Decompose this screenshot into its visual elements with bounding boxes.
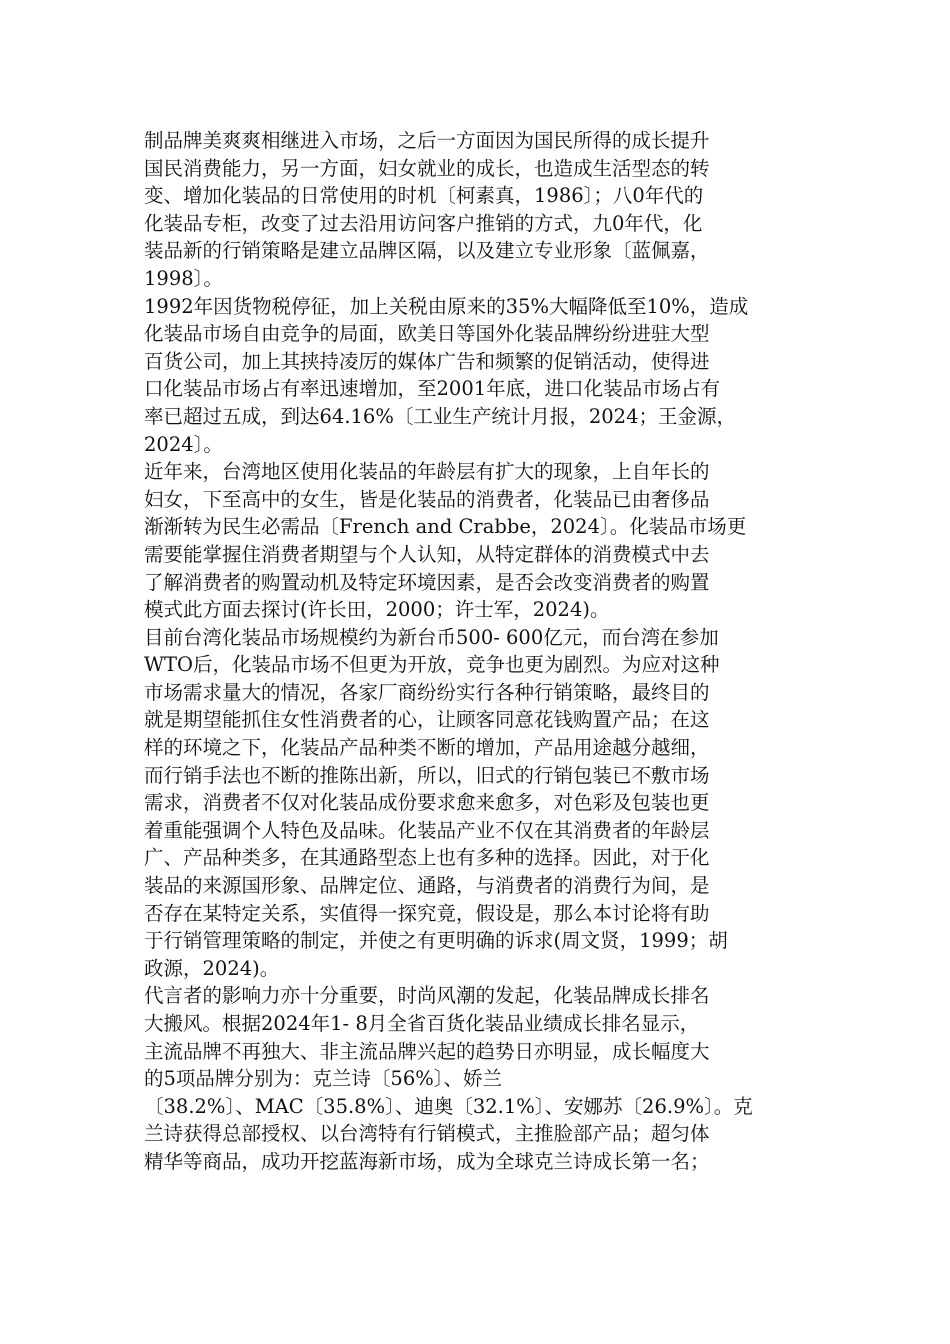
paragraph-age-groups: 近年来，台湾地区使用化装品的年龄层有扩大的现象，上自年长的 妇女，下至高中的女生，皆是化装品的消费者，化装品已由奢侈品 渐渐转为民生必需品〔French and Crabbe，2024〕。化装品市场更 需要能掌握住消费者期望与个人认知，从特定群体的消费模式中去 了解消费者的购置动机及特定环境因素，是否会改变消费者的购置 模式此方面去探讨(许长田，2000；许士军，2024)。	[144, 460, 747, 622]
paragraph-endorsers: 代言者的影响力亦十分重要，时尚风潮的发起，化装品牌成长排名 大搬风。根据2024年1- 8月全省百货化装品业绩成长排名显示， 主流品牌不再独大、非主流品牌兴起的趋势日亦明显，成长幅度大 的5项品牌分别为：克兰诗〔56%〕、娇兰 〔38.2%〕、MAC〔35.8%〕、迪奥〔32.1%〕、安娜苏〔26.9%〕。克 兰诗获得总部授权、以台湾特有行销模式，主推脸部产品；超匀体 精华等商品，成功开挖蓝海新市场，成为全球克兰诗成长第一名；	[144, 984, 753, 1173]
document-body	[144, 127, 808, 1176]
paragraph-tax-1992: 1992年因货物税停征，加上关税由原来的35%大幅降低至10%，造成 化装品市场自由竞争的局面，欧美日等国外化装品牌纷纷进驻大型 百货公司，加上其挟持凌厉的媒体广告和频繁的促销活动，使得进 口化装品市场占有率迅速增加，至2001年底，进口化装品市场占有 率已超过五成，到达64.16%〔工业生产统计月报，2024；王金源， 2024〕。	[144, 294, 749, 456]
paragraph-history: 制品牌美爽爽相继进入市场，之后一方面因为国民所得的成长提升 国民消费能力，另一方面，妇女就业的成长，也造成生活型态的转 变、增加化装品的日常使用的时机〔柯素真，1986〕；八0年代的 化装品专柜，改变了过去沿用访问客户推销的方式，九0年代，化 装品新的行销策略是建立品牌区隔，以及建立专业形象〔蓝佩嘉， 1998〕。	[144, 129, 710, 290]
paragraph-market-size: 目前台湾化装品市场规模约为新台币500- 600亿元，而台湾在参加 WTO后，化装品市场不但更为开放，竞争也更为剧烈。为应对这种 市场需求量大的情况，各家厂商纷纷实行各种行销策略，最终目的 就是期望能抓住女性消费者的心，让顾客同意花钱购置产品；在这 样的环境之下，化装品产品种类不断的增加，产品用途越分越细， 而行销手法也不断的推陈出新，所以，旧式的行销包装已不敷市场 需求，消费者不仅对化装品成份要求愈来愈多，对色彩及包装也更 着重能强调个人特色及品味。化装品产业不仅在其消费者的年龄层 广、产品种类多，在其通路型态上也有多种的选择。因此，对于化 装品的来源国形象、品牌定位、通路，与消费者的消费行为间，是 否存在某特定关系，实值得一探究竟，假设是，那么本讨论将有助 于行销管理策略的制定，并使之有更明确的诉求(周文贤，1999；胡 政源，2024)。	[144, 625, 728, 980]
